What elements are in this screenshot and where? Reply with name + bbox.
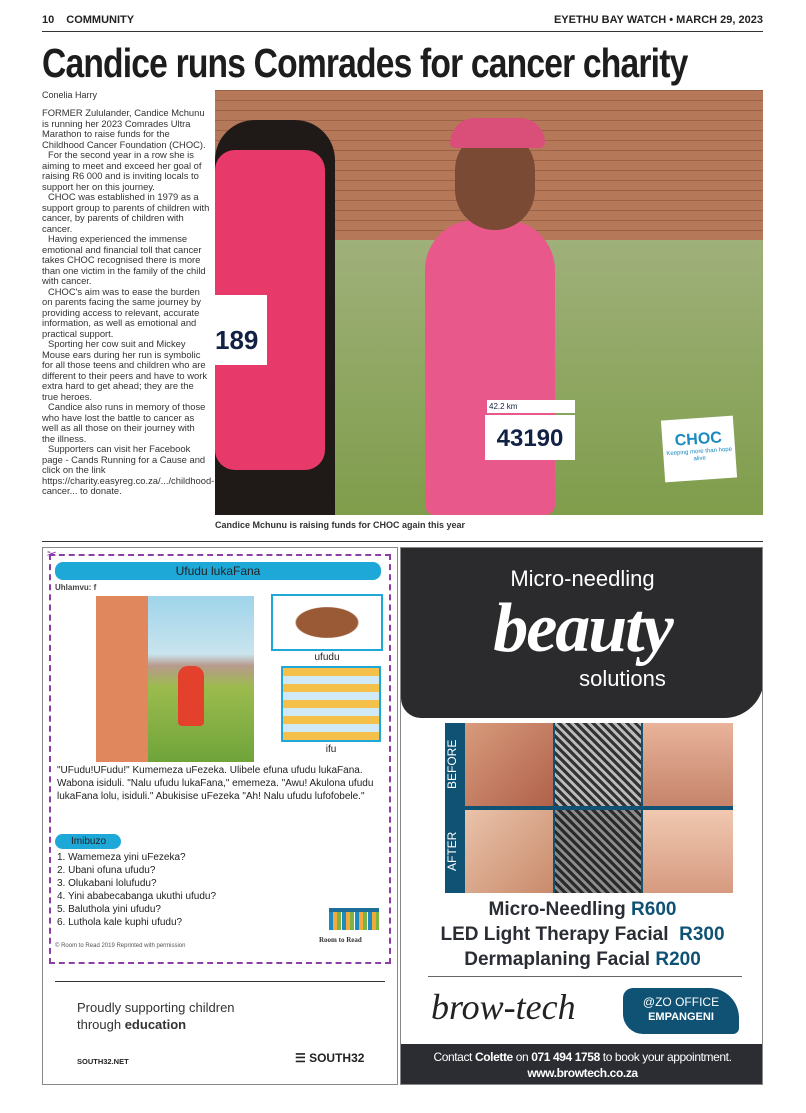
after-photo xyxy=(643,810,733,893)
question: 4. Yini ababecabanga ukuthi ufudu? xyxy=(57,891,217,902)
contact-bar xyxy=(401,1044,763,1085)
choc-logo xyxy=(661,416,737,483)
after-label: AFTER xyxy=(445,831,459,872)
divider xyxy=(42,541,763,542)
bib-distance: 42.2 km xyxy=(487,400,575,413)
tagline-line: Proudly supporting children xyxy=(77,1000,235,1015)
before-photo xyxy=(643,723,733,806)
service-name: LED Light Therapy Facial xyxy=(440,924,669,945)
questions-list xyxy=(57,851,216,929)
room-to-read-logo: Room to Read xyxy=(319,936,362,944)
location-badge xyxy=(623,988,739,1034)
article-body xyxy=(42,107,215,497)
photo-caption: Candice Mchunu is raising funds for CHOC again this year xyxy=(215,520,466,530)
price-item xyxy=(401,947,763,972)
publication-date: EYETHU BAY WATCH • MARCH 29, 2023 xyxy=(553,14,763,26)
scissors-icon: ✂ xyxy=(47,547,58,561)
location-line: @ZO OFFICE xyxy=(642,995,720,1009)
service-name: Dermaplaning Facial xyxy=(464,949,651,970)
race-bib-left: 189 xyxy=(215,295,267,365)
picture-label: ufudu xyxy=(314,652,340,663)
divider xyxy=(55,981,385,982)
question: 2. Ubani ofuna ufudu? xyxy=(57,865,156,876)
paragraph: Candice also runs in memory of those who have lost the battle to cancer as well as all those on their journey with the illness. xyxy=(42,401,206,444)
after-photo xyxy=(465,810,553,893)
paragraph: Sporting her cow suit and Mickey Mouse ears during her run is symbolic for all those teens and children who are different to their peers and have to work extra hard to get ahead; they are the true heroes. xyxy=(42,338,208,402)
race-bib-right xyxy=(485,415,575,460)
mickey-ears-visor xyxy=(450,118,545,148)
price-list xyxy=(401,897,763,972)
service-name: Micro-Needling xyxy=(488,899,626,920)
story-illustration xyxy=(96,596,254,762)
contact-text: Contact xyxy=(433,1050,475,1064)
byline: Conelia Harry xyxy=(42,90,98,100)
tagline-bold: education xyxy=(124,1017,187,1032)
divider xyxy=(42,31,763,32)
house xyxy=(96,596,148,762)
before-photo xyxy=(465,723,553,806)
headline-main: beauty xyxy=(493,590,672,667)
browtech-advert xyxy=(400,547,763,1085)
paragraph: Supporters can visit her Facebook page - Cands Running for a Cause and click on the link https://charity.easyreg.co.za/.../childhood-cancer... to donate. xyxy=(42,443,215,496)
south32-brand: SOUTH32 xyxy=(309,1051,365,1065)
article-photo xyxy=(215,90,763,515)
girl xyxy=(178,666,204,726)
bib-number: 43190 xyxy=(496,425,564,452)
location-line: EMPANGENI xyxy=(648,1011,714,1023)
south32-logo xyxy=(295,1051,364,1065)
page-header-left xyxy=(42,14,146,26)
service-price: R600 xyxy=(631,899,677,920)
before-after-photos xyxy=(445,723,733,893)
south32-website[interactable]: SOUTH32.NET xyxy=(77,1057,129,1066)
divider xyxy=(428,976,742,977)
price-item xyxy=(401,897,763,922)
choc-tagline: Keeping more than hope alive xyxy=(666,446,733,463)
picture-label: ifu xyxy=(325,744,337,755)
question: 1. Wamemeza yini uFezeka? xyxy=(57,852,186,863)
contact-name: Colette xyxy=(474,1050,513,1064)
runner-candice xyxy=(425,220,555,515)
browtech-website[interactable]: www.browtech.co.za xyxy=(527,1066,638,1080)
contact-text: on xyxy=(512,1050,532,1064)
page-number: 10 xyxy=(42,14,55,26)
contact-phone[interactable]: 071 494 1758 xyxy=(531,1050,600,1064)
paragraph: FORMER Zululander, Candice Mchunu is running her 2023 Comrades Ultra Marathon to raise funds for the Childhood Cancer Foundation (CHOC). xyxy=(42,107,206,150)
tagline-line: through xyxy=(77,1017,125,1032)
tagline xyxy=(77,999,235,1033)
service-price: R300 xyxy=(679,924,725,945)
choc-logo-text: CHOC xyxy=(674,429,723,450)
price-item xyxy=(401,922,763,947)
question: 3. Olukabani lolufudu? xyxy=(57,878,157,889)
south32-advert xyxy=(42,547,398,1085)
story-text: "UFudu!UFudu!" Kumemeza uFezeka. Ulibele efuna ufudu lukaFana. Wabona isiduli. "Nalu ufudu lukaFana," ememeza. "Awu! Akulona ufudu lukaFana lolu, isiduli." Abukisise uFezeka "Ah! Nalu ufudu lufofobele." xyxy=(57,765,374,802)
south32-logo-icon: ☰ xyxy=(295,1051,310,1065)
headline-bottom: solutions xyxy=(579,666,666,691)
clouds-picture xyxy=(281,666,381,742)
question: 5. Baluthola yini ufudu? xyxy=(57,904,161,915)
tortoise-picture xyxy=(271,594,383,651)
reading-coupon xyxy=(47,547,391,964)
paragraph: CHOC was established in 1979 as a support group to parents of children with cancer, by parents of children with cancer. xyxy=(42,191,210,234)
contact-text: to book your appointment. xyxy=(599,1050,732,1064)
story-title: Ufudu lukaFana xyxy=(55,562,381,580)
copyright: © Room to Read 2019 Reprinted with permission xyxy=(55,943,186,949)
paragraph: CHOC's aim was to ease the burden on parents facing the same journey by providing access to relevant, accurate information, as well as emotional and practical support. xyxy=(42,285,201,339)
question: 6. Luthola kale kuphi ufudu? xyxy=(57,917,183,928)
headline-top: Micro-needling xyxy=(510,566,655,591)
room-to-read-logo-icon xyxy=(329,908,379,930)
browtech-logo: brow-tech xyxy=(431,987,576,1027)
questions-title: Imibuzo xyxy=(55,834,121,849)
section-name: COMMUNITY xyxy=(66,14,135,26)
after-photo xyxy=(555,810,641,893)
before-photo xyxy=(555,723,641,806)
service-price: R200 xyxy=(655,949,701,970)
paragraph: Having experienced the immense emotional and financial toll that cancer takes CHOC recognised there is more than one victim in the family of the child with cancer. xyxy=(42,233,206,286)
article-title: Candice runs Comrades for cancer charity xyxy=(42,40,688,86)
letter-label: Uhlamvu: f xyxy=(55,583,97,592)
paragraph: For the second year in a row she is aiming to meet and exceed her goal of raising R6 000 and is inviting locals to support her on this journey. xyxy=(42,149,202,192)
before-label: BEFORE xyxy=(445,739,459,790)
